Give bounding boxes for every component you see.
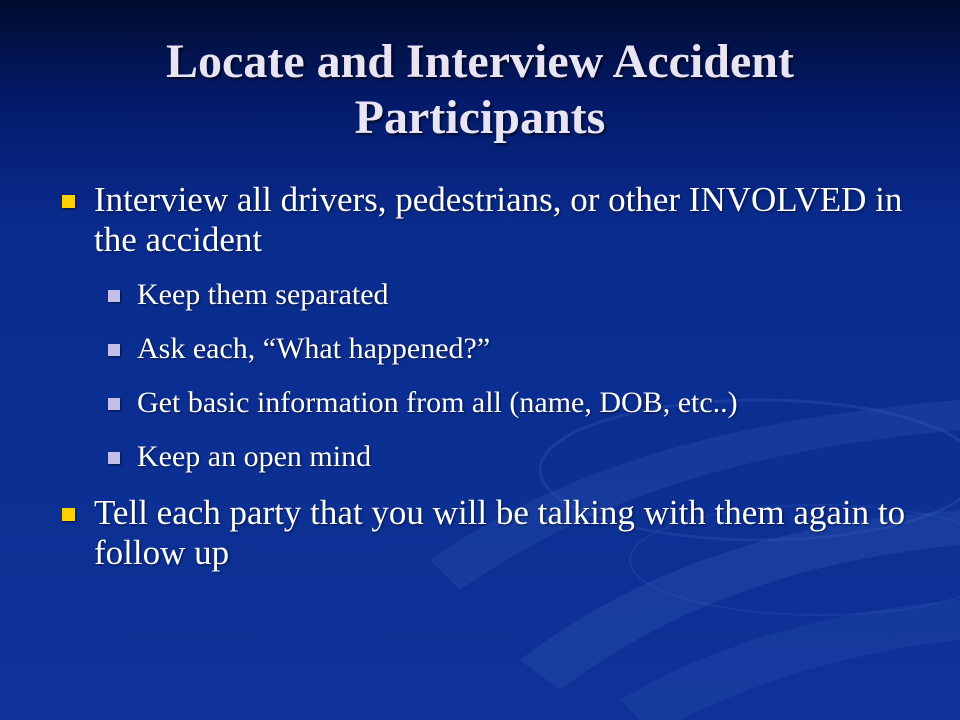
bullet-follow-up <box>0 493 960 573</box>
square-bullet-icon <box>108 344 120 356</box>
bullet-list <box>0 180 960 591</box>
sub-bullet-text: Keep them separated <box>137 278 389 311</box>
square-bullet-icon <box>108 452 120 464</box>
square-bullet-icon <box>62 508 75 521</box>
sub-bullet-text: Ask each, “What happened?” <box>137 332 491 365</box>
square-bullet-icon <box>62 195 75 208</box>
sub-bullet-ask-each <box>0 331 960 367</box>
sub-bullet-keep-separated <box>0 277 960 313</box>
bullet-interview-participants <box>0 180 960 260</box>
slide-title: Locate and Interview Accident Participants <box>166 35 794 144</box>
sub-bullet-text: Get basic information from all (name, DOB, etc..) <box>137 386 738 419</box>
square-bullet-icon <box>108 290 120 302</box>
bullet-text: Interview all drivers, pedestrians, or other INVOLVED in the accident <box>94 180 903 259</box>
bullet-text: Tell each party that you will be talking with them again to follow up <box>94 493 906 572</box>
sub-bullet-basic-information <box>0 385 960 421</box>
sub-bullet-open-mind <box>0 439 960 475</box>
sub-bullet-text: Keep an open mind <box>137 440 372 473</box>
square-bullet-icon <box>108 398 120 410</box>
